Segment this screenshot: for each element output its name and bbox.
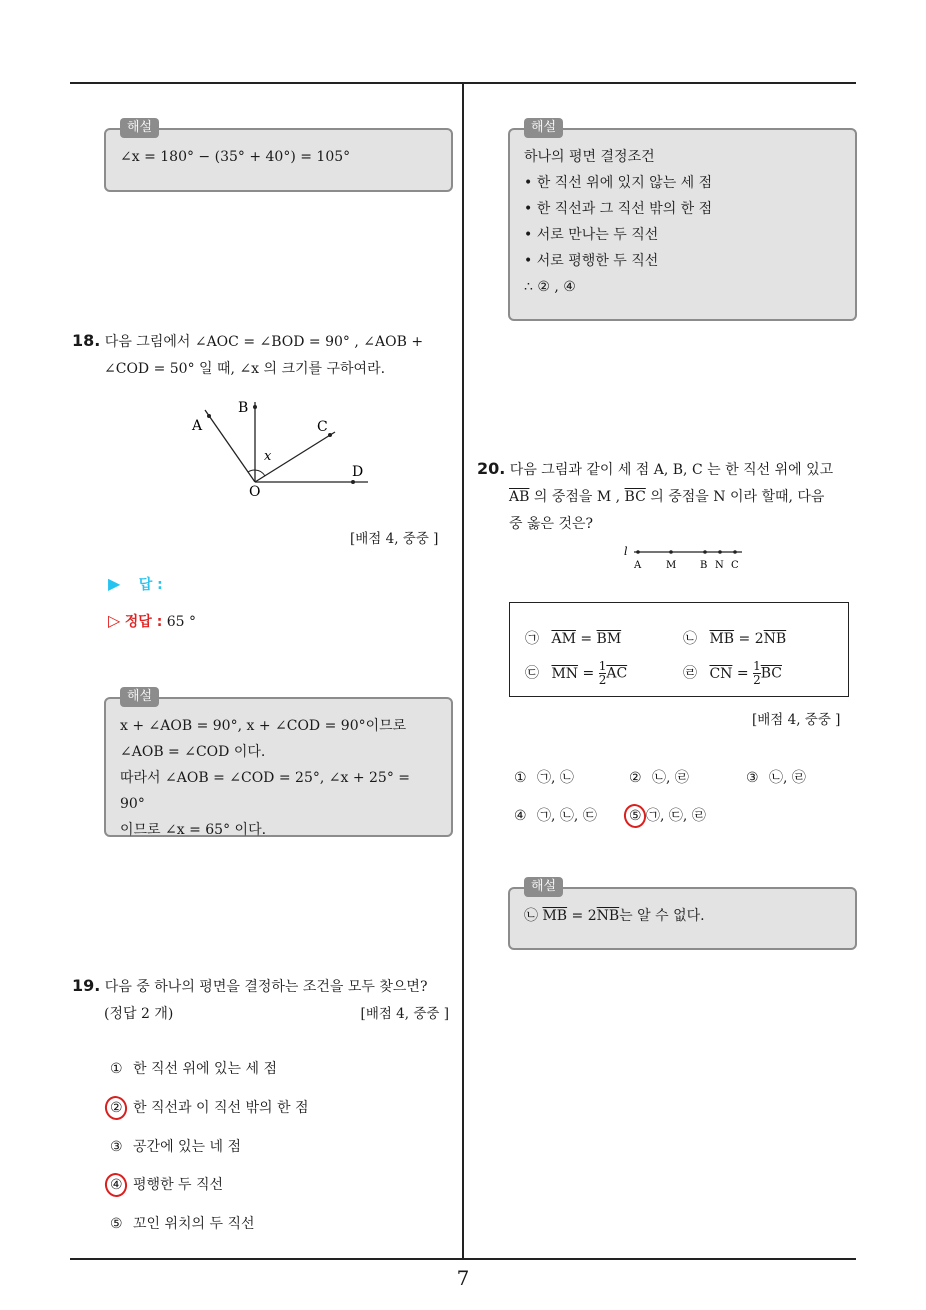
fraction: [753, 660, 761, 687]
q20-text-line1: 다음 그림과 같이 세 점 A, B, C 는 한 직선 위에 있고: [509, 462, 834, 478]
label-B: B: [700, 560, 708, 571]
q20-option-5[interactable]: [629, 805, 706, 825]
q20-text-line2-mid: 의 중점을 M ,: [529, 489, 625, 505]
q17-solution-box: [104, 120, 453, 192]
q20-text-line2-end: 의 중점을 N 이라 할때, 다음: [645, 489, 825, 505]
solution-tail: 는 알 수 없다.: [619, 908, 705, 924]
q20-meta: [배점 4, 중중 ]: [752, 712, 841, 728]
page-number: 7: [456, 1266, 470, 1290]
choice-mark: ⑤: [110, 1216, 123, 1232]
choice-text: 평행한 두 직선: [133, 1177, 224, 1193]
option-mark: ②: [629, 770, 642, 786]
q19-text-line2: (정답 2 개): [104, 1006, 174, 1022]
q18-solution-line: 이므로 ∠x = 65° 이다.: [120, 822, 267, 838]
q19-solution-item: • 한 직선과 그 직선 밖의 한 점: [524, 201, 713, 217]
q19-number: 19.: [72, 976, 101, 995]
segment: $\overline{AM}$: [551, 631, 576, 647]
solution-tag: 해설: [120, 118, 159, 138]
q18-correct-label: 정답 :: [124, 614, 163, 630]
choice-mark: ④: [110, 1177, 123, 1193]
q20-condition-2: [683, 628, 786, 648]
option-mark: ⑤: [629, 808, 642, 824]
equals: =: [732, 665, 754, 682]
q20-condition-1: [525, 628, 621, 648]
q18-question: [72, 327, 457, 383]
label-A: A: [634, 560, 642, 571]
segment: $\overline{NB}$: [596, 908, 620, 924]
choice-text: 꼬인 위치의 두 직선: [133, 1216, 255, 1232]
q18-text-line2: ∠COD = 50° 일 때, ∠x 의 크기를 구하여라.: [104, 361, 386, 377]
q20-segment-ab: $\overline{AB}$: [509, 489, 530, 505]
red-circle-mark-icon: [102, 1171, 129, 1200]
q20-line-figure: [620, 542, 750, 572]
choice-text: 한 직선 위에 있는 세 점: [133, 1061, 277, 1077]
q19-solution-item: • 한 직선 위에 있지 않는 세 점: [524, 175, 713, 191]
choice-mark: ③: [110, 1139, 123, 1155]
bottom-rule: [70, 1258, 856, 1260]
option-text: ㉡, ㉣: [769, 770, 806, 786]
q19-choice-3[interactable]: [110, 1136, 241, 1156]
correct-triangle-icon: ▷: [108, 611, 121, 630]
q19-choice-2[interactable]: [110, 1097, 308, 1117]
q18-correct-value: 65 °: [166, 614, 197, 630]
q20-solution-box: [508, 879, 857, 950]
q20-question: [477, 455, 862, 538]
condition-mark: ㉣: [683, 665, 697, 682]
q19-solution-item: • 서로 만나는 두 직선: [524, 227, 659, 243]
option-text: ㉠, ㉡, ㉢: [537, 808, 597, 824]
q20-text-line3: 중 옳은 것은?: [509, 516, 594, 532]
equals: =: [575, 631, 597, 647]
q18-angle-figure: [180, 390, 380, 500]
q17-solution-text: ∠x = 180° − (35° + 40°) = 105°: [120, 149, 351, 165]
label-N: N: [715, 560, 724, 571]
numerator: 1: [753, 659, 761, 673]
label-B: B: [238, 400, 249, 416]
label-D: D: [352, 464, 364, 480]
label-l: l: [624, 545, 628, 558]
q19-choice-4[interactable]: [110, 1174, 223, 1194]
option-mark: ④: [514, 808, 527, 824]
segment: $\overline{CN}$: [709, 665, 733, 682]
q20-option-1[interactable]: [514, 767, 574, 787]
label-O: O: [249, 484, 261, 500]
segment: $\overline{MN}$: [551, 665, 579, 682]
q18-solution-line: 따라서 ∠AOB = ∠COD = 25°, ∠x + 25° = 90°: [120, 770, 411, 812]
choice-mark: ②: [110, 1100, 123, 1116]
answer-triangle-icon: ▶: [108, 574, 121, 593]
q20-segment-bc: $\overline{BC}$: [624, 489, 646, 505]
solution-tag: 해설: [524, 877, 563, 897]
solution-tag: 해설: [120, 687, 159, 707]
q18-solution-line: ∠AOB = ∠COD 이다.: [120, 744, 266, 760]
segment: $\overline{BC}$: [760, 665, 782, 682]
q19-text-line1: 다음 중 하나의 평면을 결정하는 조건을 모두 찾으면?: [104, 979, 428, 995]
condition-mark: ㉡: [683, 631, 697, 647]
equals: =: [578, 665, 599, 682]
segment: $\overline{BM}$: [596, 631, 622, 647]
q20-number: 20.: [477, 459, 506, 478]
q19-solution-item: • 서로 평행한 두 직선: [524, 253, 659, 269]
choice-text: 한 직선과 이 직선 밖의 한 점: [133, 1100, 309, 1116]
q20-option-2[interactable]: [629, 767, 689, 787]
denominator: 2: [598, 673, 607, 687]
q18-meta: [배점 4, 중중 ]: [350, 531, 439, 547]
q20-condition-3: [525, 660, 627, 687]
column-divider: [462, 83, 464, 1258]
segment: $\overline{MB}$: [709, 631, 735, 647]
q18-answer-label: 답 :: [138, 577, 163, 593]
q19-choice-5[interactable]: [110, 1213, 255, 1233]
segment: $\overline{NB}$: [763, 631, 787, 647]
label-M: M: [666, 560, 677, 571]
numerator: 1: [598, 659, 607, 673]
q20-option-3[interactable]: [746, 767, 806, 787]
equals: = 2: [567, 908, 597, 924]
solution-tag: 해설: [524, 118, 563, 138]
q20-option-4[interactable]: [514, 805, 597, 825]
label-C: C: [317, 419, 328, 435]
segment: $\overline{AC}$: [606, 665, 628, 682]
equals: = 2: [734, 631, 764, 647]
option-mark: ③: [746, 770, 759, 786]
q19-choice-1[interactable]: [110, 1058, 277, 1078]
q18-solution-line: x + ∠AOB = 90°, x + ∠COD = 90°이므로: [120, 718, 407, 734]
q19-meta: [배점 4, 중중 ]: [360, 1006, 449, 1022]
label-A: A: [192, 418, 203, 434]
q20-condition-4: [683, 660, 782, 687]
q19-solution-title: 하나의 평면 결정조건: [524, 149, 655, 165]
denominator: 2: [753, 673, 761, 687]
choice-mark: ①: [110, 1061, 123, 1077]
condition-mark: ㉠: [525, 631, 539, 647]
choice-text: 공간에 있는 네 점: [133, 1139, 242, 1155]
segment: $\overline{MB}$: [542, 908, 568, 924]
q20-solution-text: [524, 903, 841, 929]
option-text: ㉠, ㉡: [537, 770, 574, 786]
option-mark: ①: [514, 770, 527, 786]
label-x: x: [264, 449, 272, 464]
q19-question: [72, 972, 457, 1028]
q18-correct-row: [108, 611, 196, 631]
q18-answer-row: [108, 574, 163, 594]
condition-mark: ㉢: [525, 665, 539, 682]
option-text: ㉡, ㉣: [652, 770, 689, 786]
label-C: C: [731, 560, 739, 571]
option-text: ㉠, ㉢, ㉣: [646, 808, 706, 824]
q18-number: 18.: [72, 331, 101, 350]
q19-solution-answer: ∴ ② , ④: [524, 279, 576, 295]
q18-solution-box: [104, 689, 453, 838]
red-circle-mark-icon: [621, 802, 648, 831]
q19-solution-box: [508, 120, 857, 321]
solution-mark: ㉡: [524, 908, 538, 924]
red-circle-mark-icon: [102, 1094, 129, 1123]
q18-text-line1: 다음 그림에서 ∠AOC = ∠BOD = 90° , ∠AOB +: [104, 334, 424, 350]
